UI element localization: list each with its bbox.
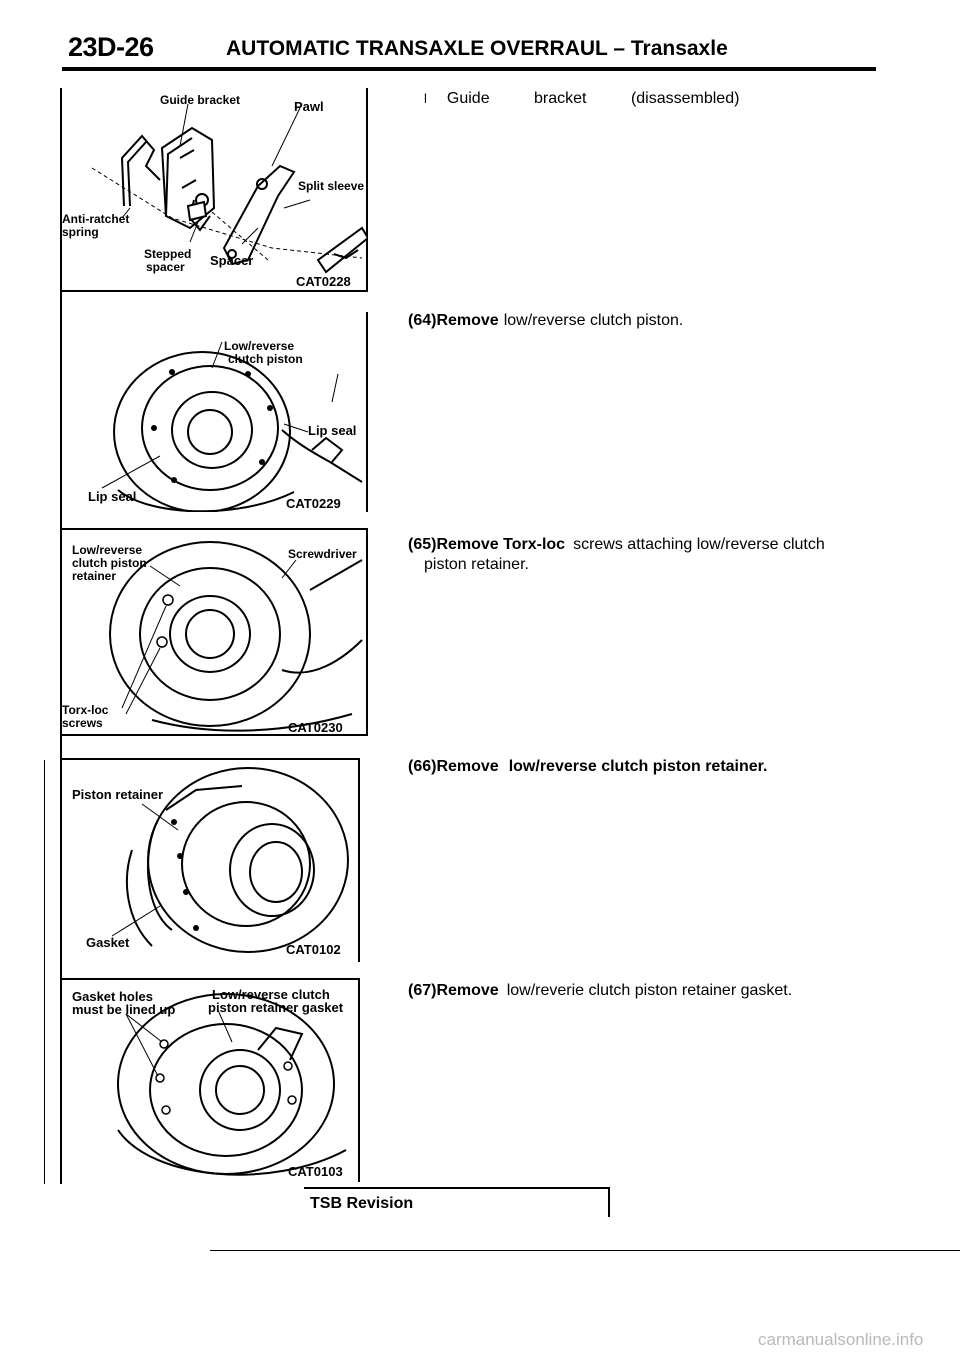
label-retainer-clutch-piston: clutch piston (72, 556, 147, 570)
label-retainer: retainer (72, 569, 117, 583)
label-anti-ratchet: Anti-ratchet (62, 212, 130, 226)
label-piston-retainer-gasket: piston retainer gasket (208, 1000, 344, 1015)
label-lip-seal-left: Lip seal (88, 489, 137, 504)
step-number: (64) (408, 312, 437, 329)
figure-piston-retainer-screws (62, 528, 368, 736)
label-low-reverse: Low/reverse (224, 339, 295, 353)
step-text: screws attaching low/reverse clutch (573, 536, 825, 553)
label-pawl: Pawl (294, 99, 324, 114)
figure-code: CAT0229 (286, 496, 341, 511)
watermark: carmanualsonline.info (758, 1330, 924, 1349)
figure-code: CAT0228 (296, 274, 351, 289)
label-stepped-spacer: spacer (146, 260, 185, 274)
step-number: (66) (408, 758, 437, 775)
figure-piston-retainer-removal (62, 758, 360, 962)
label-screwdriver: Screwdriver (288, 547, 357, 561)
step-guide-bracket (424, 90, 739, 108)
step-65 (408, 536, 825, 554)
step-67 (408, 982, 792, 1000)
footer-rule (210, 1250, 960, 1251)
label-gasket-holes: Gasket holes (72, 989, 153, 1004)
step-text: low/reverse clutch piston. (503, 312, 684, 329)
step-verb: Remove (436, 758, 499, 775)
label-piston-retainer: Piston retainer (72, 787, 164, 802)
step-66 (408, 758, 767, 776)
label-low-reverse-clutch: Low/reverse clutch (212, 987, 330, 1002)
label-torx-loc: Torx-loc (62, 703, 109, 717)
step-verb: Remove (436, 312, 499, 329)
step-65-continued: piston retainer. (424, 556, 529, 573)
label-gasket: Gasket (86, 935, 130, 950)
figure-code: CAT0230 (288, 720, 343, 735)
step-verb: Remove Torx-loc (436, 536, 566, 553)
page-title: AUTOMATIC TRANSAXLE OVERRAUL – Transaxle (226, 37, 728, 60)
step-text: low/reverse clutch piston retainer. (508, 758, 768, 775)
label-retainer-low-reverse: Low/reverse (72, 543, 143, 557)
step-64 (408, 312, 683, 330)
figure-code: CAT0102 (286, 942, 341, 957)
label-stepped: Stepped (144, 247, 192, 261)
left-margin-rule-inner (44, 760, 45, 1184)
label-spacer: Spacer (210, 253, 254, 268)
figure-code: CAT0103 (288, 1164, 343, 1179)
figure-clutch-piston (62, 312, 368, 512)
step-text: low/reverie clutch piston retainer gasket. (506, 982, 793, 999)
step-verb: Remove (436, 982, 499, 999)
label-spring: spring (62, 225, 99, 239)
page-number: 23D-26 (68, 32, 154, 62)
label-split-sleeve: Split sleeve (298, 179, 365, 193)
figure-guide-bracket (62, 88, 368, 292)
tsb-revision-box (304, 1187, 610, 1217)
step-number: (65) (408, 536, 437, 553)
label-torx-screws: screws (62, 716, 103, 730)
label-clutch-piston: clutch piston (228, 352, 303, 366)
tsb-revision-label: TSB Revision (310, 1195, 414, 1212)
label-lip-seal-right: Lip seal (308, 423, 357, 438)
label-guide-bracket: Guide bracket (160, 93, 241, 107)
figure-gasket-removal (62, 978, 360, 1182)
step-number: (67) (408, 982, 437, 999)
clutch-piston-drawing (62, 312, 368, 512)
step-bullet: l (424, 91, 427, 106)
label-must-be-lined-up: must be lined up (72, 1002, 176, 1017)
header-rule (62, 67, 876, 71)
step-text: Guide bracket (disassembled) (446, 90, 740, 107)
